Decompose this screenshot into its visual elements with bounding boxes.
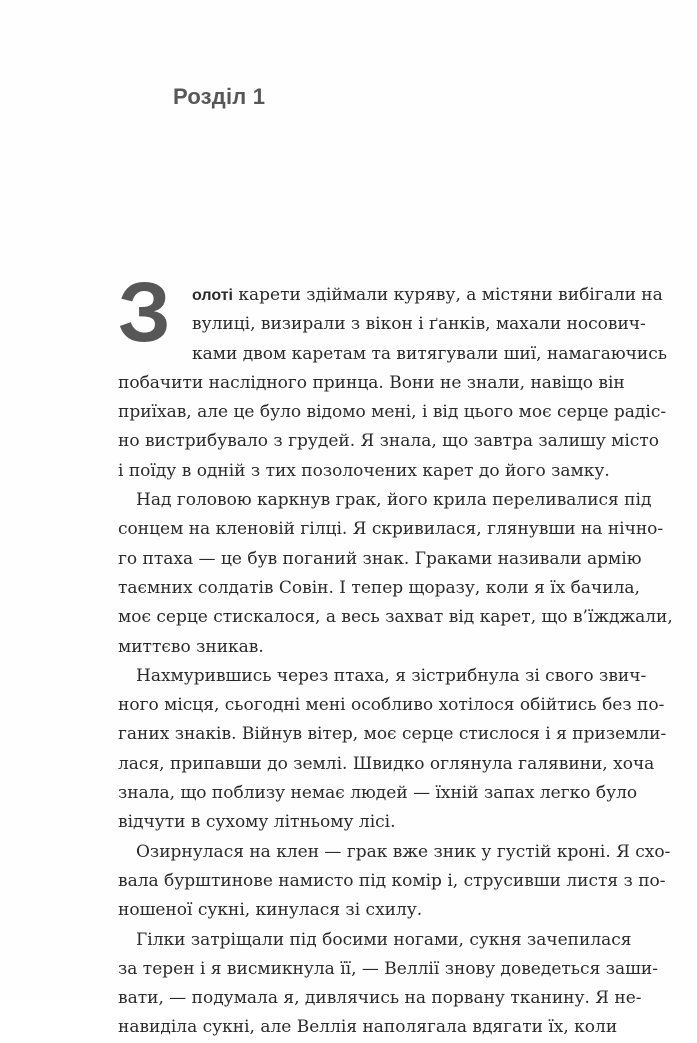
text-line: ками двом каретам та витягували шиї, намагаючись (192, 343, 668, 364)
text-line: но вистрибувало з грудей. Я знала, що завтра залишу місто (118, 431, 659, 452)
text-line: знала, що поблизу немає людей — їхній запах легко було (118, 783, 638, 804)
text-line: за терен і я висмикнула її, — Веллії знову доведеться заши- (118, 958, 658, 979)
line-text: карети здіймали куряву, а містяни вибігали на (238, 285, 663, 305)
text-line: ганих знаків. Війнув вітер, моє серце стислося і я приземли- (118, 724, 667, 745)
text-line: вати, — подумала я, дивлячись на порвану тканину. Я не- (118, 988, 642, 1009)
paragraph (118, 281, 668, 486)
text-line: навиділа сукні, але Веллія наполягала вдягати їх, коли (118, 1017, 618, 1038)
text-line: ного місця, сьогодні мені особливо хотілося обійтись без по- (118, 695, 665, 716)
text-line: Гілки затріщали під босими ногами, сукня зачепилася (136, 929, 632, 950)
drop-cap-letter: З (118, 265, 171, 359)
text-line: го птаха — це був поганий знак. Граками називали армію (118, 548, 642, 569)
text-line: таємних солдатів Совін. І тепер щоразу, коли я їх бачила, (118, 577, 640, 598)
text-line: вала бурштинове намисто під комір і, струсивши листя з по- (118, 870, 666, 891)
text-line: Озирнулася на клен — грак вже зник у густій кроні. Я схо- (136, 841, 671, 862)
paragraph (118, 486, 673, 662)
text-line: Над головою каркнув грак, його крила переливалися під (136, 490, 652, 511)
text-line: приїхав, але це було відомо мені, і від цього моє серце радіс- (118, 402, 667, 423)
text-line: Нахмурившись через птаха, я зістрибнула зі свого звич- (136, 665, 647, 686)
text-line: лася, припавши до землі. Швидко оглянула галявини, хоча (118, 753, 655, 774)
paragraph (118, 926, 658, 1043)
text-line: і поїду в одній з тих позолочених карет до його замку. (118, 460, 610, 481)
paragraph (118, 662, 667, 838)
body-text (118, 281, 673, 1043)
lead-word: олоті (192, 287, 233, 304)
text-line: ношеної сукні, кинулася зі схилу. (118, 900, 423, 921)
text-line: миттєво зникав. (118, 636, 264, 657)
text-line (192, 281, 663, 310)
text-line: відчути в сухому літньому лісі. (118, 812, 396, 833)
text-line: побачити наслідного принца. Вони не знали, навіщо він (118, 372, 625, 393)
chapter-title: Розділ 1 (173, 84, 266, 109)
text-line: сонцем на кленовій гілці. Я скривилася, глянувши на нічно- (118, 519, 664, 540)
text-line: моє серце стискалося, а весь захват від карет, що в’їжджали, (118, 607, 673, 628)
text-line: вулиці, визирали з вікон і ґанків, махали носович- (192, 314, 646, 335)
paragraph (118, 838, 671, 926)
